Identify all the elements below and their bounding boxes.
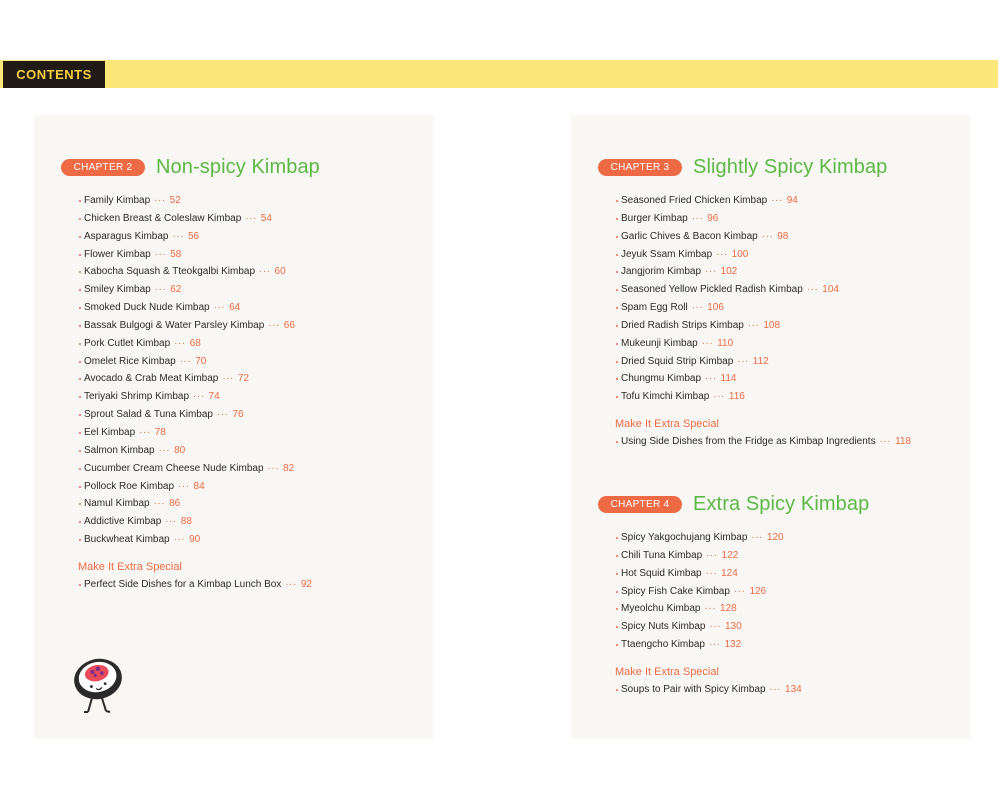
entry-title: Flower Kimbap xyxy=(84,248,151,260)
entry-title: Family Kimbap xyxy=(84,195,151,206)
chapter-badge: CHAPTER 2 xyxy=(61,159,145,176)
toc-entry[interactable] xyxy=(616,192,911,210)
entry-title: Namul Kimbap xyxy=(84,498,150,510)
toc-entry[interactable] xyxy=(616,583,869,601)
entry-title: Spam Egg Roll xyxy=(621,302,688,314)
special-toc-entry[interactable] xyxy=(616,681,869,699)
toc-entry[interactable] xyxy=(616,547,869,565)
page-number: 88 xyxy=(180,516,192,528)
leader-dots: ··· xyxy=(701,337,714,349)
page-number: 106 xyxy=(707,302,724,314)
entry-title: Spicy Fish Cake Kimbap xyxy=(621,585,730,597)
leader-dots: ··· xyxy=(245,212,257,224)
leader-dots: ··· xyxy=(704,603,716,615)
page-number: 54 xyxy=(260,212,272,224)
page-number: 82 xyxy=(283,462,295,474)
toc-entry[interactable] xyxy=(79,263,320,281)
entry-title: Smiley Kimbap xyxy=(84,284,151,296)
page-number: 76 xyxy=(232,409,244,421)
leader-dots: ··· xyxy=(267,462,280,474)
leader-dots: ··· xyxy=(747,319,760,331)
leader-dots: ··· xyxy=(285,578,297,590)
kimbap-roll-mascot-icon xyxy=(70,655,126,715)
entry-title: Hot Squid Kimbap xyxy=(621,567,702,579)
entry-title: Eel Kimbap xyxy=(84,426,136,438)
chapter-4-section xyxy=(598,489,869,699)
special-toc-entry[interactable] xyxy=(616,433,911,451)
toc-entry[interactable] xyxy=(616,353,911,371)
toc-entry[interactable] xyxy=(79,531,320,549)
entry-title: Chicken Breast & Coleslaw Kimbap xyxy=(84,212,242,224)
entry-title: Buckwheat Kimbap xyxy=(84,534,170,546)
chapter-badge: CHAPTER 3 xyxy=(598,159,682,176)
entry-title: Teriyaki Shrimp Kimbap xyxy=(84,391,190,403)
special-heading: Make It Extra Special xyxy=(615,418,719,431)
leader-dots: ··· xyxy=(771,195,783,206)
leader-dots: ··· xyxy=(259,266,271,278)
leader-dots: ··· xyxy=(154,195,166,206)
entry-title: Garlic Chives & Bacon Kimbap xyxy=(621,230,758,242)
toc-entry[interactable] xyxy=(616,565,869,583)
entry-title: Chungmu Kimbap xyxy=(621,373,702,385)
toc-entry[interactable] xyxy=(79,353,320,371)
leader-dots: ··· xyxy=(691,212,704,224)
entry-title: Jeyuk Ssam Kimbap xyxy=(621,248,713,260)
page-number: 80 xyxy=(174,444,186,456)
toc-entry[interactable] xyxy=(79,424,320,442)
toc-entry[interactable] xyxy=(79,210,320,228)
toc-page-right xyxy=(571,115,970,739)
page-number: 134 xyxy=(785,683,802,695)
page-number: 98 xyxy=(777,230,789,242)
toc-entry[interactable] xyxy=(79,442,320,460)
special-heading: Make It Extra Special xyxy=(78,560,182,573)
leader-dots: ··· xyxy=(705,567,718,579)
leader-dots: ··· xyxy=(733,585,746,597)
entry-title: Pork Cutlet Kimbap xyxy=(84,337,171,349)
entry-title: Tofu Kimchi Kimbap xyxy=(621,391,710,403)
recipe-list xyxy=(616,529,869,654)
leader-dots: ··· xyxy=(268,319,280,331)
entry-title: Spicy Yakgochujang Kimbap xyxy=(621,532,748,543)
chapter-badge: CHAPTER 4 xyxy=(598,496,682,513)
contents-label: CONTENTS xyxy=(3,61,105,88)
entry-title: Chili Tuna Kimbap xyxy=(621,549,703,561)
recipe-list xyxy=(616,192,911,406)
page-number: 90 xyxy=(189,534,201,546)
entry-title: Pollock Roe Kimbap xyxy=(84,480,175,492)
entry-title: Jangjorim Kimbap xyxy=(621,266,702,278)
page-number: 74 xyxy=(208,391,220,403)
leader-dots: ··· xyxy=(713,391,725,403)
leader-dots: ··· xyxy=(172,230,184,242)
page-number: 112 xyxy=(752,355,769,367)
page-number: 92 xyxy=(300,578,312,590)
toc-entry[interactable] xyxy=(616,370,911,388)
toc-entry[interactable] xyxy=(79,406,320,424)
leader-dots: ··· xyxy=(691,302,704,314)
entry-title: Soups to Pair with Spicy Kimbap xyxy=(621,683,766,695)
page-number: 60 xyxy=(274,266,286,278)
leader-dots: ··· xyxy=(179,355,192,367)
page-number: 64 xyxy=(229,302,241,314)
entry-title: Burger Kimbap xyxy=(621,212,688,224)
page-number: 104 xyxy=(822,284,839,296)
toc-entry[interactable] xyxy=(616,281,911,299)
leader-dots: ··· xyxy=(769,683,782,695)
toc-entry[interactable] xyxy=(616,600,869,618)
page-number: 114 xyxy=(720,373,737,385)
special-list xyxy=(616,681,869,699)
leader-dots: ··· xyxy=(154,284,167,296)
page-number: 132 xyxy=(724,639,742,651)
leader-dots: ··· xyxy=(165,516,177,528)
page-number: 94 xyxy=(786,195,798,206)
page-number: 102 xyxy=(720,266,738,278)
special-list xyxy=(79,576,320,594)
page-number: 78 xyxy=(154,426,166,438)
toc-entry[interactable] xyxy=(616,317,911,335)
toc-entry[interactable] xyxy=(79,478,320,496)
toc-entry[interactable] xyxy=(616,529,869,547)
entry-title: Addictive Kimbap xyxy=(84,516,162,528)
toc-entry[interactable] xyxy=(79,370,320,388)
leader-dots: ··· xyxy=(705,266,717,278)
toc-entry[interactable] xyxy=(79,460,320,478)
toc-entry[interactable] xyxy=(79,246,320,264)
leader-dots: ··· xyxy=(154,248,167,260)
leader-dots: ··· xyxy=(222,373,234,385)
toc-entry[interactable] xyxy=(616,228,911,246)
toc-entry[interactable] xyxy=(616,618,869,636)
entry-title: Asparagus Kimbap xyxy=(84,230,169,242)
leader-dots: ··· xyxy=(716,248,728,260)
entry-title: Mukeunji Kimbap xyxy=(621,337,698,349)
toc-entry[interactable] xyxy=(616,636,869,654)
special-heading: Make It Extra Special xyxy=(615,665,719,678)
page-number: 68 xyxy=(189,337,201,349)
chapter-title: Extra Spicy Kimbap xyxy=(693,492,870,515)
chapter-header xyxy=(61,152,320,182)
entry-title: Seasoned Fried Chicken Kimbap xyxy=(621,195,768,206)
entry-title: Spicy Nuts Kimbap xyxy=(621,621,706,633)
entry-title: Perfect Side Dishes for a Kimbap Lunch Box xyxy=(84,578,282,590)
chapter-2-section xyxy=(61,152,320,594)
entry-title: Avocado & Crab Meat Kimbap xyxy=(84,373,219,385)
leader-dots: ··· xyxy=(173,534,186,546)
leader-dots: ··· xyxy=(708,639,721,651)
recipe-list xyxy=(79,192,320,549)
toc-entry[interactable] xyxy=(79,228,320,246)
page-number: 84 xyxy=(193,480,205,492)
page-number: 130 xyxy=(724,621,742,633)
entry-title: Myeolchu Kimbap xyxy=(621,603,701,615)
leader-dots: ··· xyxy=(751,532,763,543)
leader-dots: ··· xyxy=(761,230,774,242)
chapter-title: Non-spicy Kimbap xyxy=(156,155,320,178)
leader-dots: ··· xyxy=(706,549,718,561)
leader-dots: ··· xyxy=(709,621,721,633)
entry-title: Using Side Dishes from the Fridge as Kimbap Ingredients xyxy=(621,436,876,448)
leader-dots: ··· xyxy=(806,284,819,296)
leader-dots: ··· xyxy=(178,480,190,492)
page-number: 58 xyxy=(170,248,182,260)
page-number: 86 xyxy=(169,498,181,510)
toc-entry[interactable] xyxy=(79,513,320,531)
toc-entry[interactable] xyxy=(79,281,320,299)
page-number: 124 xyxy=(721,567,738,579)
entry-title: Sprout Salad & Tuna Kimbap xyxy=(84,409,213,421)
leader-dots: ··· xyxy=(174,337,186,349)
page-number: 70 xyxy=(195,355,207,367)
page-number: 120 xyxy=(766,532,784,543)
leader-dots: ··· xyxy=(139,426,151,438)
chapter-header xyxy=(598,152,911,182)
page-number: 100 xyxy=(731,248,749,260)
page-number: 56 xyxy=(188,230,200,242)
toc-entry[interactable] xyxy=(79,388,320,406)
entry-title: Omelet Rice Kimbap xyxy=(84,355,176,367)
entry-title: Ttaengcho Kimbap xyxy=(621,639,705,651)
page-number: 116 xyxy=(728,391,745,403)
page-number: 52 xyxy=(169,195,181,206)
page-number: 66 xyxy=(283,319,295,331)
toc-page-left xyxy=(34,115,433,739)
special-list xyxy=(616,433,911,451)
leader-dots: ··· xyxy=(216,409,229,421)
page-number: 62 xyxy=(170,284,182,296)
toc-entry[interactable] xyxy=(79,192,320,210)
page-number: 126 xyxy=(749,585,767,597)
page-number: 110 xyxy=(717,337,734,349)
entry-title: Dried Radish Strips Kimbap xyxy=(621,319,744,331)
entry-title: Kabocha Squash & Tteokgalbi Kimbap xyxy=(84,266,256,278)
leader-dots: ··· xyxy=(158,444,171,456)
page-number: 118 xyxy=(895,436,912,448)
toc-entry[interactable] xyxy=(79,495,320,513)
leader-dots: ··· xyxy=(705,373,717,385)
toc-entry[interactable] xyxy=(79,317,320,335)
leader-dots: ··· xyxy=(879,436,892,448)
page-number: 72 xyxy=(237,373,249,385)
leader-dots: ··· xyxy=(193,391,205,403)
entry-title: Bassak Bulgogi & Water Parsley Kimbap xyxy=(84,319,265,331)
leader-dots: ··· xyxy=(213,302,226,314)
page-number: 122 xyxy=(721,549,739,561)
toc-entry[interactable] xyxy=(616,299,911,317)
entry-title: Salmon Kimbap xyxy=(84,444,155,456)
page-number: 96 xyxy=(707,212,719,224)
contents-header-bar xyxy=(0,60,998,88)
chapter-header xyxy=(598,489,869,519)
entry-title: Smoked Duck Nude Kimbap xyxy=(84,302,210,314)
special-toc-entry[interactable] xyxy=(79,576,320,594)
toc-entry[interactable] xyxy=(616,335,911,353)
page-number: 108 xyxy=(763,319,781,331)
leader-dots: ··· xyxy=(737,355,749,367)
chapter-3-section xyxy=(598,152,911,451)
entry-title: Seasoned Yellow Pickled Radish Kimbap xyxy=(621,284,803,296)
toc-entry[interactable] xyxy=(616,263,911,281)
entry-title: Dried Squid Strip Kimbap xyxy=(621,355,734,367)
toc-entry[interactable] xyxy=(616,210,911,228)
leader-dots: ··· xyxy=(153,498,166,510)
toc-entry[interactable] xyxy=(616,388,911,406)
toc-entry[interactable] xyxy=(79,335,320,353)
page-number: 128 xyxy=(719,603,737,615)
toc-entry[interactable] xyxy=(616,246,911,264)
chapter-title: Slightly Spicy Kimbap xyxy=(693,155,888,178)
toc-entry[interactable] xyxy=(79,299,320,317)
entry-title: Cucumber Cream Cheese Nude Kimbap xyxy=(84,462,264,474)
